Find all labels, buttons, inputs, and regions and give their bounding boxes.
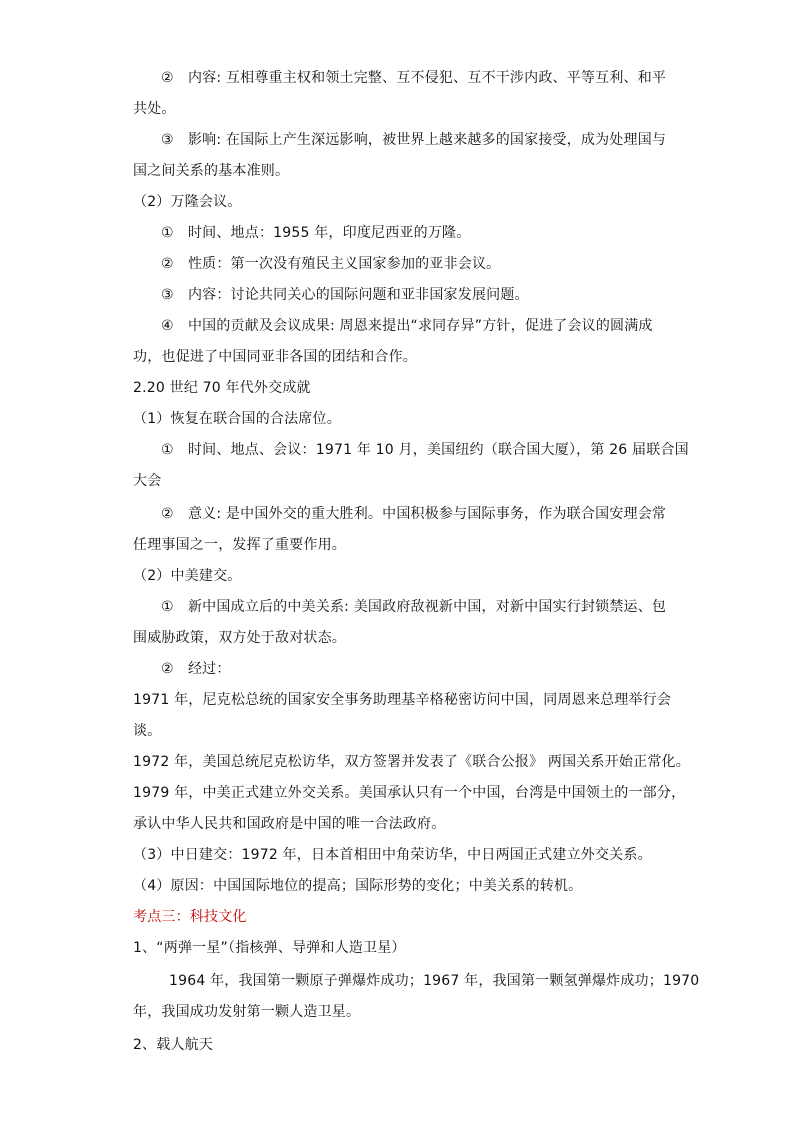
text-line: ② 意义: 是中国外交的重大胜利。中国积极参与国际事务，作为联合国安理会常 (161, 506, 667, 522)
text-line: ① 新中国成立后的中美关系: 美国政府敌视新中国，对新中国实行封锁禁运、包 (161, 599, 667, 615)
text-line: 年，我国成功发射第一颗人造卫星。 (133, 1004, 361, 1020)
text-line: 国之间关系的基本准则。 (133, 163, 290, 179)
text-line: 围威胁政策，双方处于敌对状态。 (133, 630, 346, 646)
text-line: 1971 年，尼克松总统的国家安全事务助理基辛格秘密访问中国，同周恩来总理举行会 (133, 692, 672, 708)
text-line: ② 经过： (161, 661, 231, 677)
text-line: ① 时间、地点、会议：1971 年 10 月，美国纽约（联合国大厦），第 26 届联合国 (161, 442, 689, 458)
text-line: （1）恢复在联合国的合法席位。 (133, 411, 341, 427)
text-line: 共处。 (133, 101, 176, 117)
text-line: ② 内容: 互相尊重主权和领土完整、互不侵犯、互不干涉内政、平等互利、和平 (161, 70, 667, 86)
text-line: （4）原因：中国国际地位的提高；国际形势的变化；中美关系的转机。 (133, 878, 583, 894)
text-line: ① 时间、地点：1955 年，印度尼西亚的万隆。 (161, 225, 471, 241)
text-line: （3）中日建交：1972 年，日本首相田中角荣访华，中日两国正式建立外交关系。 (133, 847, 652, 863)
text-line: （2）万隆会议。 (133, 194, 242, 210)
section-heading: 2.20 世纪 70 年代外交成就 (133, 380, 311, 396)
section-heading: 考点三：科技文化 (133, 909, 247, 925)
text-line: 功，也促进了中国同亚非各国的团结和合作。 (133, 349, 417, 365)
text-line: ③ 影响: 在国际上产生深远影响，被世界上越来越多的国家接受，成为处理国与 (161, 132, 667, 148)
text-line: 1、“两弹一星”（指核弹、导弹和人造卫星） (133, 940, 406, 956)
text-line: （2）中美建交。 (133, 568, 242, 584)
text-line: ④ 中国的贡献及会议成果: 周恩来提出“求同存异”方针，促进了会议的圆满成 (161, 318, 653, 334)
text-line: 2、载人航天 (133, 1037, 214, 1053)
text-line: 任理事国之一，发挥了重要作用。 (133, 537, 346, 553)
text-line: 谈。 (133, 723, 162, 739)
text-line: 1964 年，我国第一颗原子弹爆炸成功；1967 年，我国第一颗氢弹爆炸成功；1970 (169, 973, 700, 989)
text-line: 承认中华人民共和国政府是中国的唯一合法政府。 (133, 816, 446, 832)
text-line: 1972 年，美国总统尼克松访华，双方签署并发表了《联合公报》 两国关系开始正常化。 (133, 754, 690, 770)
text-line: ③ 内容：讨论共同关心的国际问题和亚非国家发展问题。 (161, 287, 529, 303)
text-line: 大会 (133, 473, 162, 489)
text-line: 1979 年，中美正式建立外交关系。美国承认只有一个中国，台湾是中国领土的一部分， (133, 785, 686, 801)
text-line: ② 性质：第一次没有殖民主义国家参加的亚非会议。 (161, 256, 501, 272)
